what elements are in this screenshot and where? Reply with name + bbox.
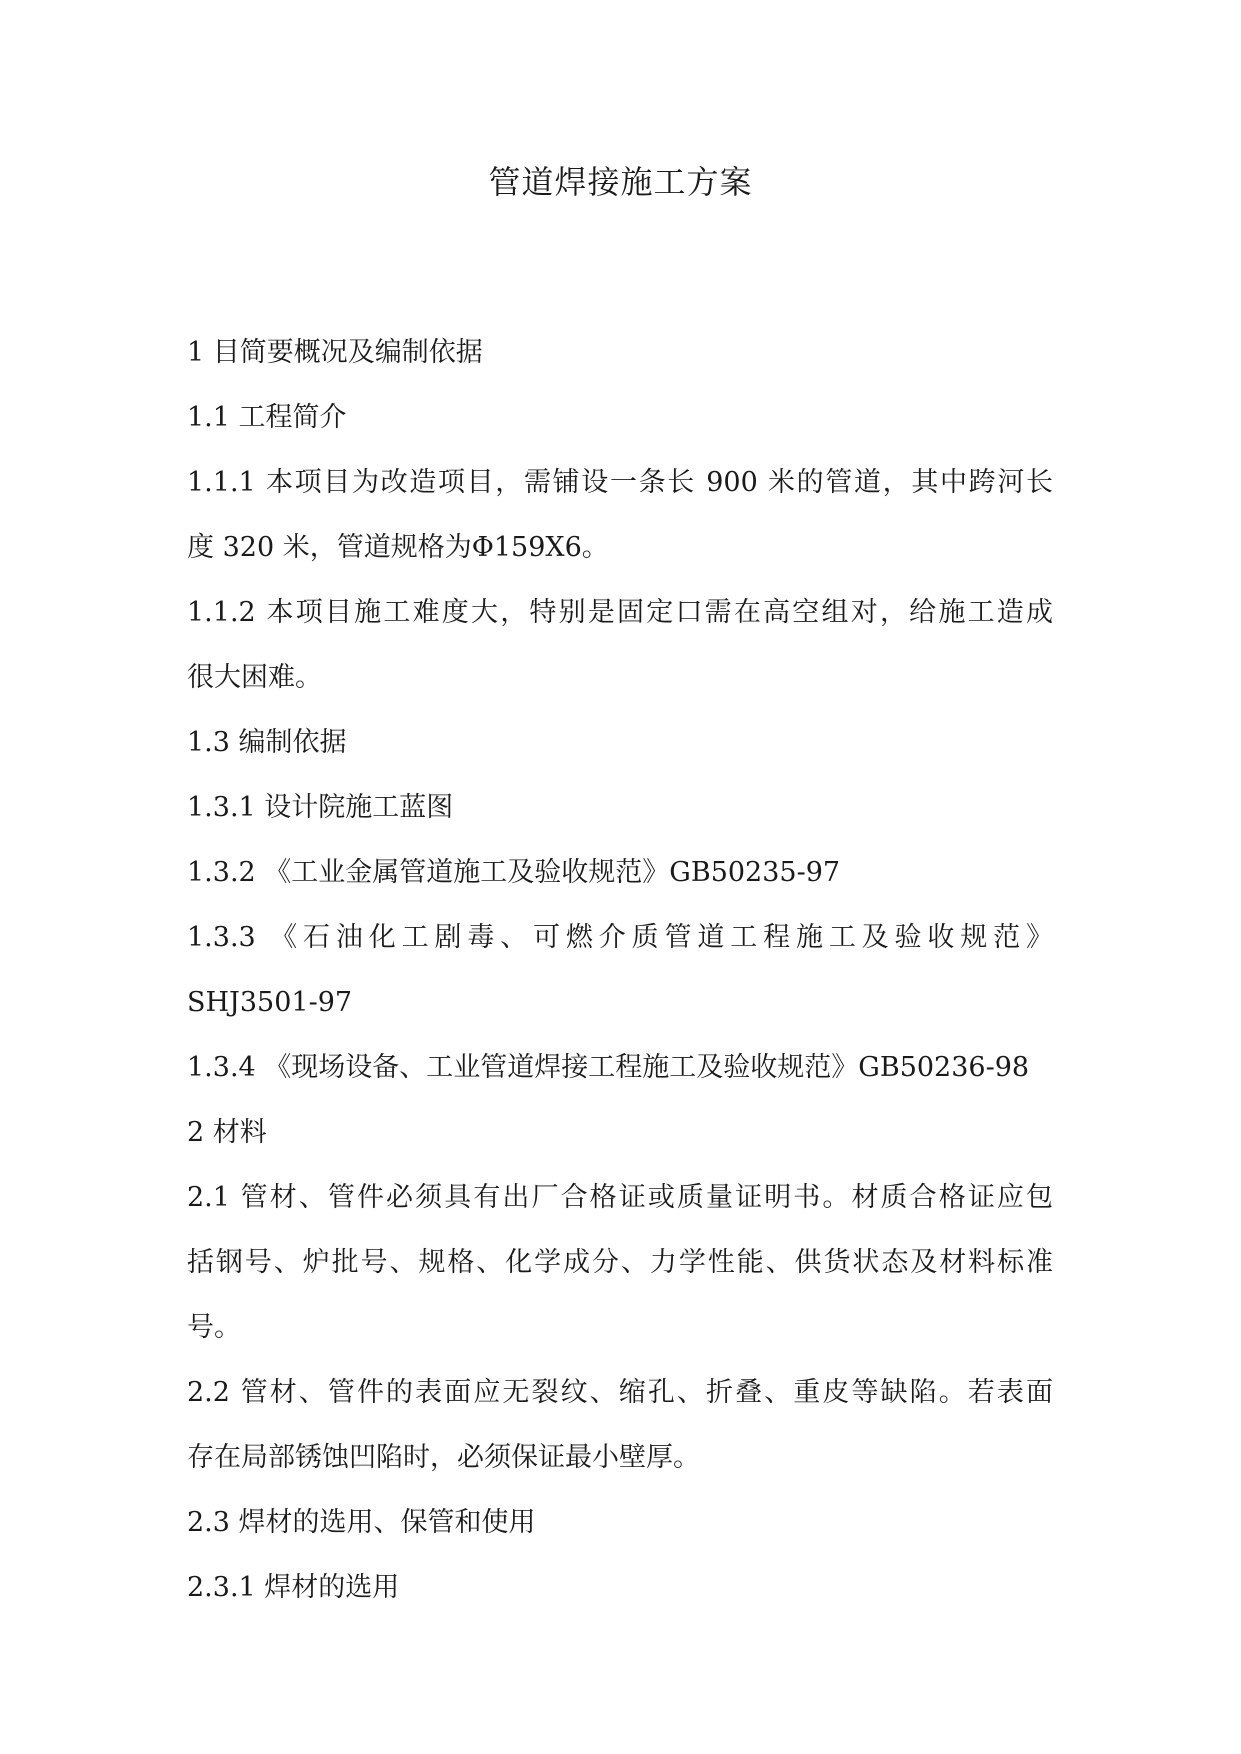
heading-1-3: 1.3 编制依据 <box>187 727 347 758</box>
paragraph-2-2-line-2: 存在局部锈蚀凹陷时，必须保证最小壁厚。 <box>187 1442 700 1473</box>
document-title: 管道焊接施工方案 <box>488 163 753 201</box>
item-1-3-4: 1.3.4 《现场设备、工业管道焊接工程施工及验收规范》GB50236-98 <box>187 1052 1030 1083</box>
item-1-3-1: 1.3.1 设计院施工蓝图 <box>187 792 454 823</box>
paragraph-1-1-2-line-2: 很大困难。 <box>187 662 322 693</box>
heading-1-1: 1.1 工程简介 <box>187 402 347 433</box>
document-body <box>187 320 1053 1620</box>
item-1-3-3-line-1: 1.3.3 《石油化工剧毒、可燃介质管道工程施工及验收规范》 <box>187 922 1053 953</box>
paragraph-2-2-line-1: 2.2 管材、管件的表面应无裂纹、缩孔、折叠、重皮等缺陷。若表面 <box>187 1377 1053 1408</box>
heading-2: 2 材料 <box>187 1117 267 1148</box>
paragraph-1-1-1-line-2: 度 320 米，管道规格为Φ159Ⅹ6。 <box>187 532 609 563</box>
paragraph-2-1-line-3: 号。 <box>187 1312 241 1343</box>
paragraph-1-1-1-line-1: 1.1.1 本项目为改造项目，需铺设一条长 900 米的管道，其中跨河长 <box>187 467 1053 498</box>
heading-2-3: 2.3 焊材的选用、保管和使用 <box>187 1507 536 1538</box>
item-1-3-3-line-2: SHJ3501-97 <box>187 987 353 1018</box>
paragraph-1-1-2-line-1: 1.1.2 本项目施工难度大，特别是固定口需在高空组对，给施工造成 <box>187 597 1053 628</box>
paragraph-2-1-line-2: 括钢号、炉批号、规格、化学成分、力学性能、供货状态及材料标准 <box>187 1247 1053 1278</box>
heading-2-3-1: 2.3.1 焊材的选用 <box>187 1572 400 1603</box>
paragraph-2-1-line-1: 2.1 管材、管件必须具有出厂合格证或质量证明书。材质合格证应包 <box>187 1182 1053 1213</box>
item-1-3-2: 1.3.2 《工业金属管道施工及验收规范》GB50235-97 <box>187 857 841 888</box>
heading-1: 1 目简要概况及编制依据 <box>187 337 483 368</box>
